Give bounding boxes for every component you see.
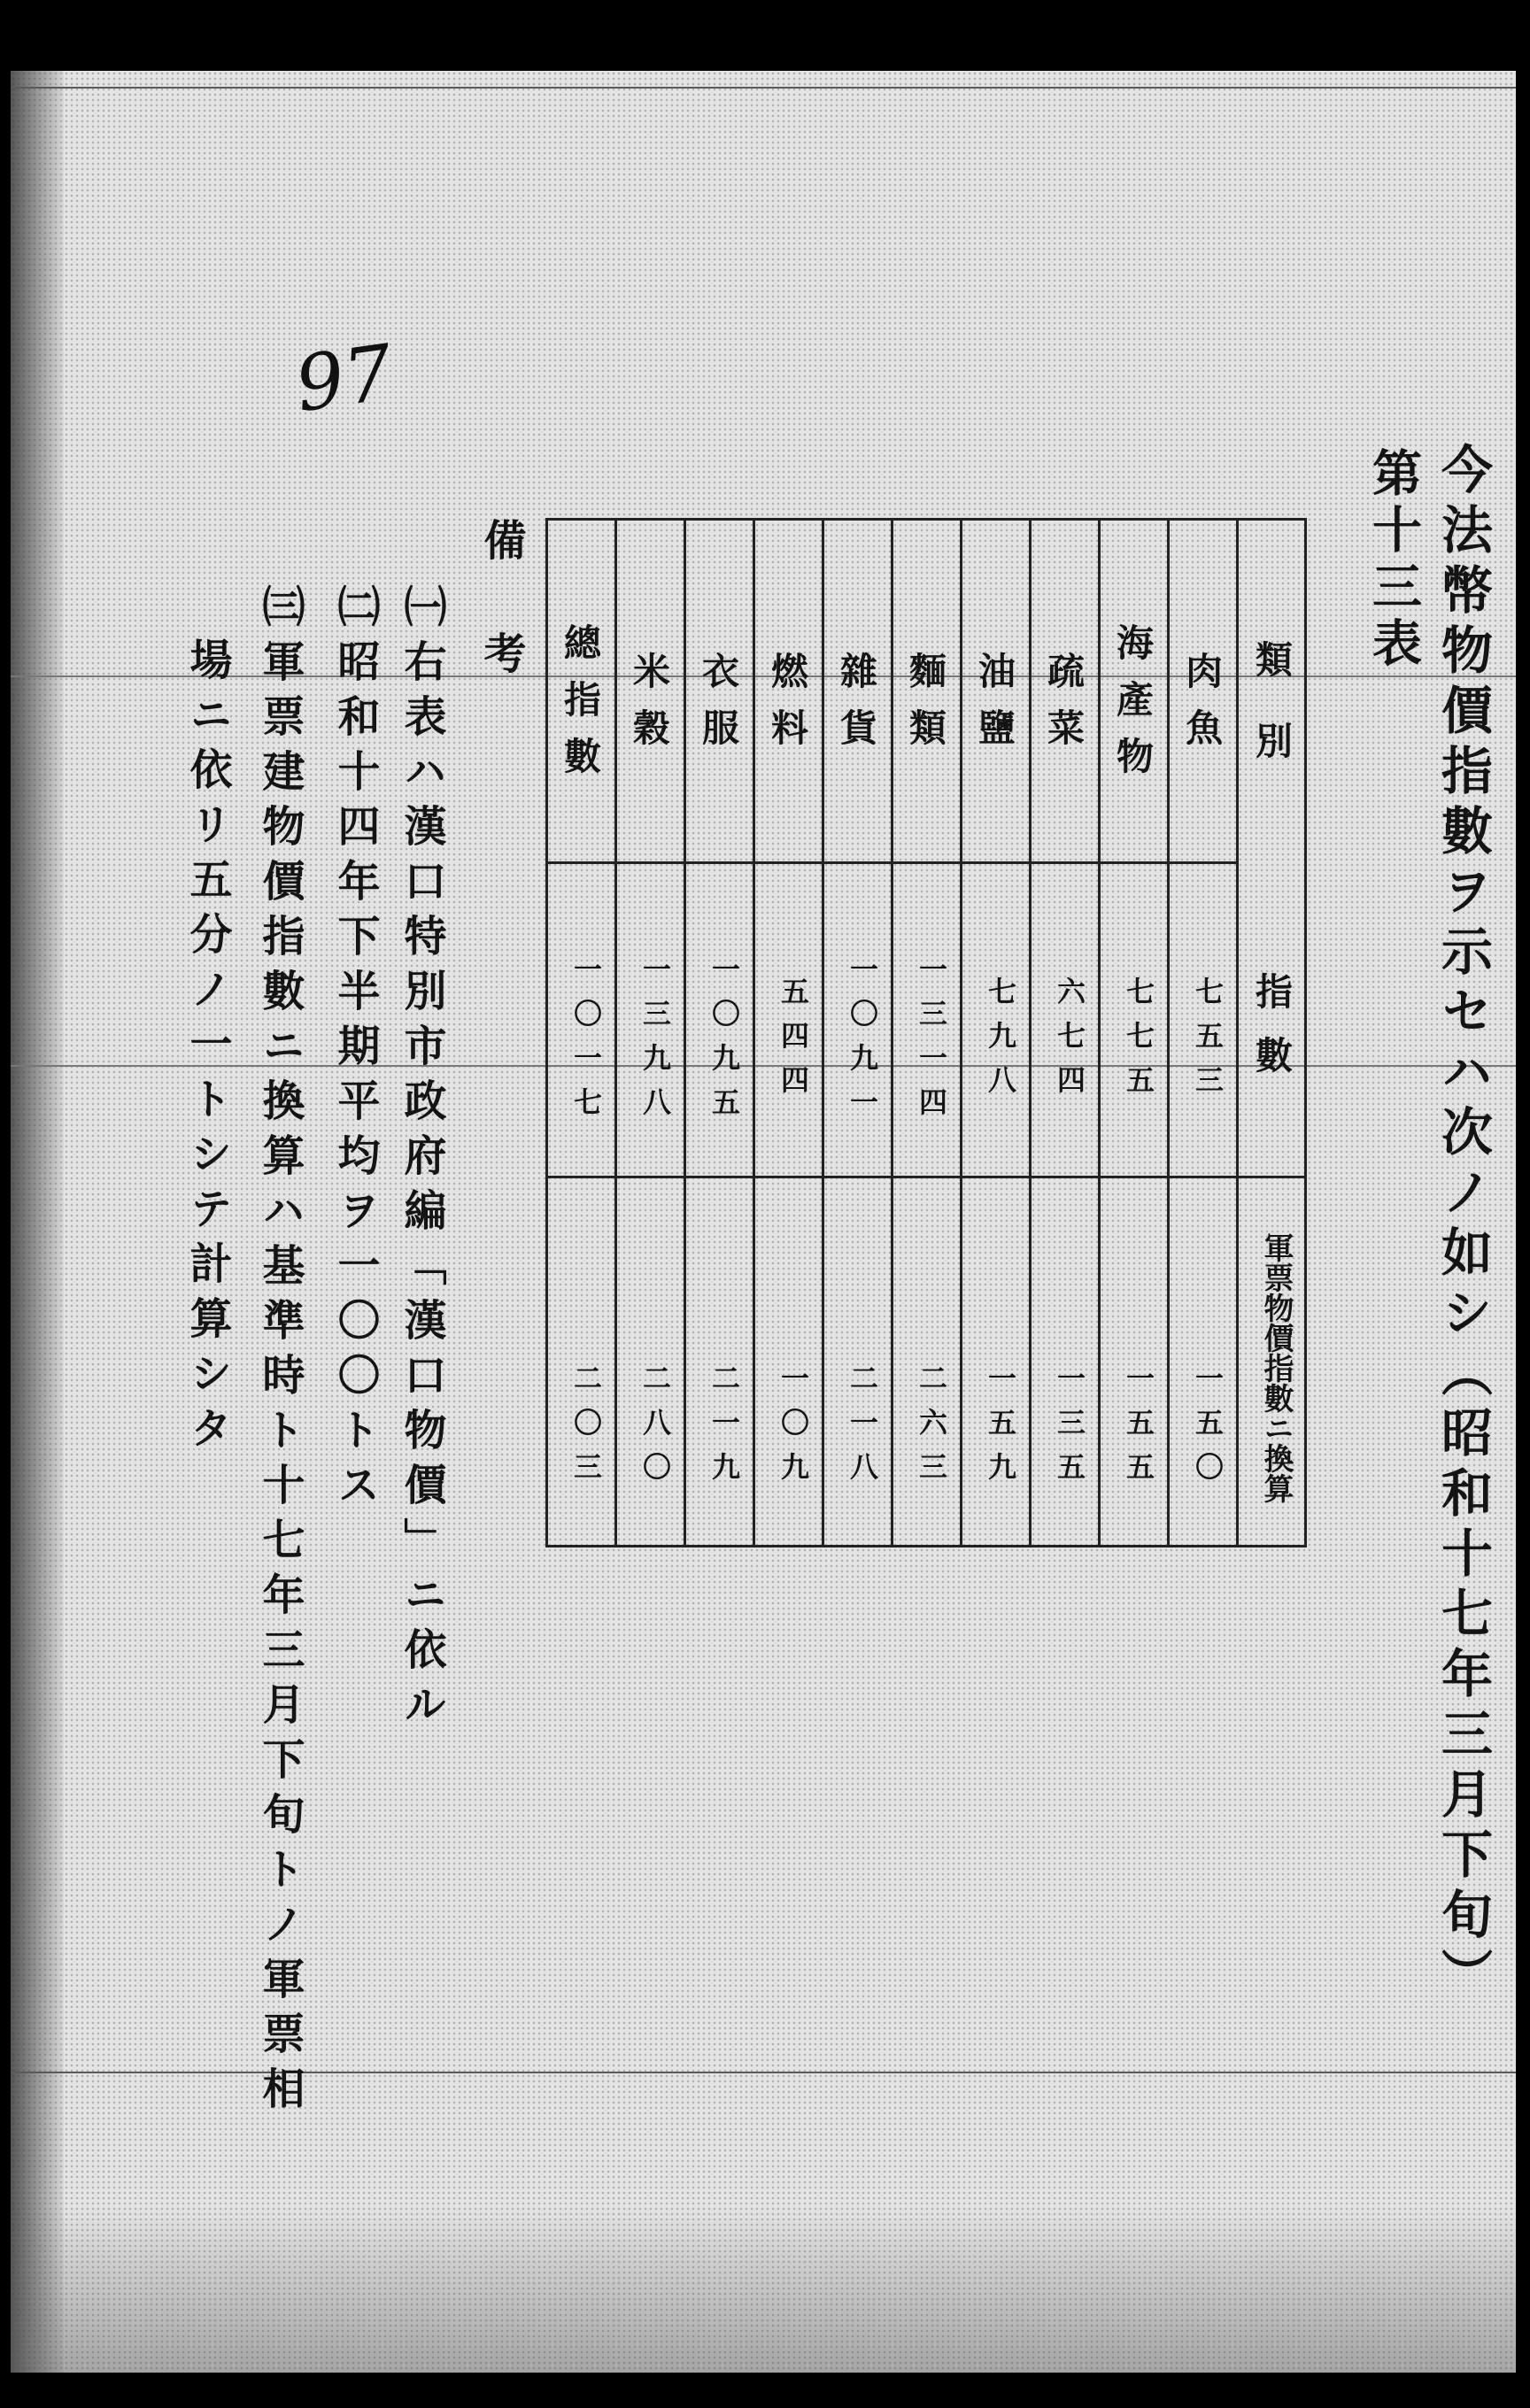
row-category: 米穀 (628, 652, 671, 765)
table-top-border (545, 518, 1307, 521)
row-category: 肉魚 (1180, 652, 1224, 765)
page-title: 今法幣物價指數ヲ示セハ次ノ如シ（昭和十七年三月下旬） (1433, 443, 1493, 2008)
table-column-divider (891, 518, 893, 1545)
remark-note: 場ニ依リ五分ノ一トシテ計算シタ (182, 637, 232, 1461)
price-index-table (545, 518, 1307, 1554)
row-military: 二〇三 (569, 1363, 603, 1496)
row-military: 一五五 (1122, 1363, 1155, 1496)
page-number: 97 (290, 328, 398, 430)
table-column-divider (545, 518, 548, 1545)
row-military: 一五〇 (1191, 1363, 1225, 1496)
table-column-divider (1167, 518, 1170, 1545)
row-category: 總指數 (559, 623, 602, 793)
row-index: 六七四 (1053, 976, 1086, 1109)
table-column-divider (684, 518, 686, 1545)
remark-note: ㈢軍票建物價指數ニ換算ハ基準時ト十七年三月下旬トノ軍票相 (255, 584, 305, 2121)
table-column-divider (753, 518, 755, 1545)
row-military: 二一八 (846, 1363, 879, 1496)
row-military: 一五九 (984, 1363, 1017, 1496)
table-column-divider (1304, 518, 1307, 1545)
table-column-divider (1098, 518, 1101, 1545)
row-military: 二一九 (707, 1363, 741, 1496)
page-rule-top (11, 87, 1516, 89)
row-index: 七七五 (1122, 976, 1155, 1109)
row-category: 麵類 (904, 652, 947, 765)
row-military: 一三五 (1053, 1363, 1086, 1496)
row-military: 二八〇 (638, 1363, 672, 1496)
table-column-divider (822, 518, 824, 1545)
row-military: 一〇九 (777, 1363, 810, 1496)
table-column-divider (960, 518, 962, 1545)
row-index: 七五三 (1191, 976, 1225, 1109)
row-index: 一三九八 (638, 954, 672, 1131)
table-caption: 第十三表 (1364, 447, 1423, 674)
header-military-scrip: 軍票物價指數ニ換算 (1258, 1232, 1294, 1503)
header-index: 指數 (1250, 972, 1294, 1100)
page-rule-bottom (11, 2072, 1516, 2073)
table-column-divider (614, 518, 617, 1545)
row-category: 海產物 (1111, 623, 1155, 793)
remark-note: ㈠右表ハ漢口特別市政府編「漢口物價」ニ依ル (397, 584, 446, 1737)
table-column-divider (1029, 518, 1032, 1545)
remarks-heading: 備考 (476, 518, 526, 745)
row-index: 五四四 (777, 976, 810, 1109)
row-index: 一三一四 (915, 954, 948, 1131)
row-category: 油鹽 (973, 652, 1016, 765)
remark-note: ㈡昭和十四年下半期平均ヲ一〇〇トス (330, 584, 380, 1517)
row-category: 疏菜 (1042, 652, 1086, 765)
table-row-divider (545, 1176, 1307, 1178)
header-category: 類別 (1250, 640, 1294, 803)
row-category: 雜貨 (835, 652, 878, 765)
table-column-divider (1236, 518, 1239, 1545)
row-index: 一〇一七 (569, 954, 603, 1131)
table-bottom-border (545, 1545, 1307, 1547)
row-military: 二六三 (915, 1363, 948, 1496)
row-index: 一〇九一 (846, 954, 879, 1131)
row-category: 燃料 (766, 652, 809, 765)
row-index: 七九八 (984, 976, 1017, 1109)
row-category: 衣服 (697, 652, 740, 765)
row-index: 一〇九五 (707, 954, 741, 1131)
document-page (11, 71, 1516, 2373)
